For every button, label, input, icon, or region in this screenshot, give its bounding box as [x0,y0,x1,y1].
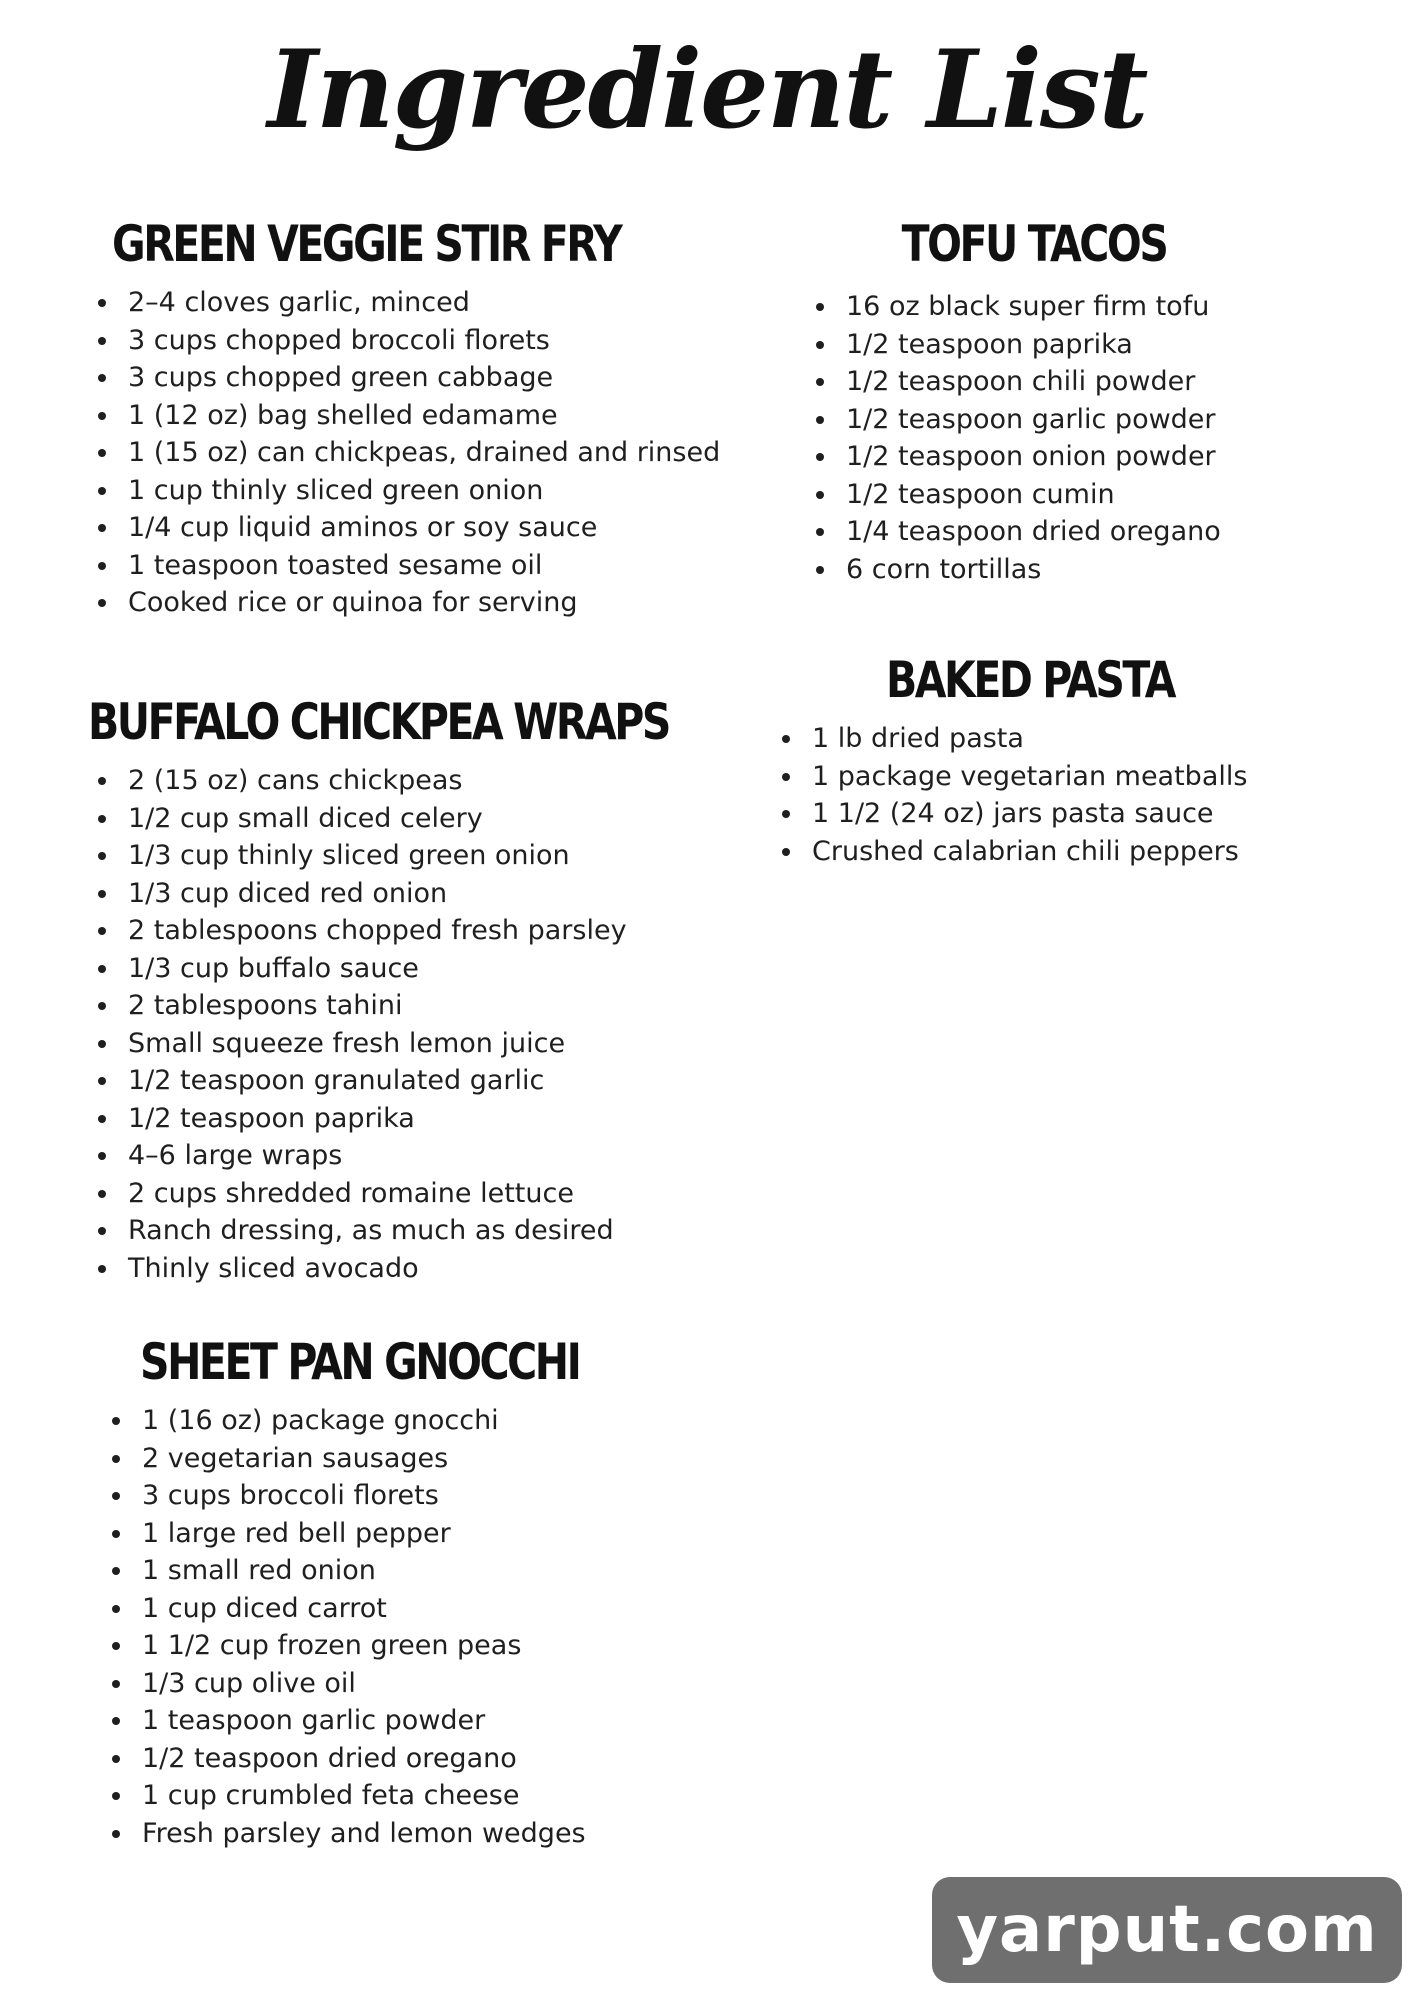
list-item: 1 1/2 cup frozen green peas [110,1627,710,1665]
list-item: 1/2 teaspoon paprika [814,326,1374,364]
list-item: 16 oz black super firm tofu [814,288,1374,326]
list-item: 4–6 large wraps [96,1137,716,1175]
list-item: 1/2 teaspoon onion powder [814,438,1374,476]
watermark: yarput.com [932,1877,1402,1983]
list-item: 2–4 cloves garlic, minced [96,284,716,322]
list-item: 2 tablespoons tahini [96,987,716,1025]
section-heading: BAKED PASTA [885,651,1175,709]
list-item: 1 1/2 (24 oz) jars pasta sauce [780,795,1340,833]
list-item: 1 (15 oz) can chickpeas, drained and rinsed [96,434,716,472]
list-item: 1/4 cup liquid aminos or soy sauce [96,509,716,547]
list-item: 1/3 cup olive oil [110,1665,710,1703]
list-item: 1/2 teaspoon dried oregano [110,1740,710,1778]
section-heading: SHEET PAN GNOCCHI [140,1333,580,1391]
ingredient-list [110,1402,710,1852]
list-item: 1/2 teaspoon paprika [96,1100,716,1138]
section-heading: GREEN VEGGIE STIR FRY [112,215,621,273]
list-item: 3 cups broccoli florets [110,1477,710,1515]
ingredient-list [780,720,1340,870]
section-tofu-tacos [814,212,1374,588]
list-item: 2 (15 oz) cans chickpeas [96,762,716,800]
list-item: 1 teaspoon toasted sesame oil [96,547,716,585]
list-item: 1/2 cup small diced celery [96,800,716,838]
list-item: 1/2 teaspoon garlic powder [814,401,1374,439]
list-item: 1 lb dried pasta [780,720,1340,758]
page-title: Ingredient List [267,27,1147,153]
list-item: 2 vegetarian sausages [110,1440,710,1478]
section-heading: BUFFALO CHICKPEA WRAPS [88,693,669,751]
list-item: 1 large red bell pepper [110,1515,710,1553]
section-baked-pasta [780,648,1340,870]
ingredient-list [814,288,1374,588]
list-item: 2 cups shredded romaine lettuce [96,1175,716,1213]
list-item: 3 cups chopped broccoli florets [96,322,716,360]
list-item: Cooked rice or quinoa for serving [96,584,716,622]
list-item: Small squeeze fresh lemon juice [96,1025,716,1063]
list-item: 1 teaspoon garlic powder [110,1702,710,1740]
list-item: 1 (16 oz) package gnocchi [110,1402,710,1440]
list-item: 1 cup diced carrot [110,1590,710,1628]
list-item: Thinly sliced avocado [96,1250,716,1288]
list-item: 1/4 teaspoon dried oregano [814,513,1374,551]
ingredient-list [96,284,721,622]
list-item: Fresh parsley and lemon wedges [110,1815,710,1853]
section-green-veggie-stir-fry [96,212,721,622]
list-item: 1 package vegetarian meatballs [780,758,1340,796]
list-item: Ranch dressing, as much as desired [96,1212,716,1250]
section-sheet-pan-gnocchi [110,1330,710,1852]
list-item: 1/2 teaspoon granulated garlic [96,1062,716,1100]
list-item: 1/3 cup buffalo sauce [96,950,716,988]
list-item: 1/3 cup diced red onion [96,875,716,913]
list-item: 1/2 teaspoon chili powder [814,363,1374,401]
list-item: 1 cup crumbled feta cheese [110,1777,710,1815]
list-item: 6 corn tortillas [814,551,1374,589]
list-item: 1/2 teaspoon cumin [814,476,1374,514]
ingredient-list [96,762,716,1287]
section-heading: TOFU TACOS [901,215,1167,273]
list-item: 1 cup thinly sliced green onion [96,472,716,510]
list-item: 1 small red onion [110,1552,710,1590]
list-item: 3 cups chopped green cabbage [96,359,716,397]
list-item: 1/3 cup thinly sliced green onion [96,837,716,875]
list-item: Crushed calabrian chili peppers [780,833,1340,871]
section-buffalo-chickpea-wraps [88,690,716,1287]
list-item: 1 (12 oz) bag shelled edamame [96,397,716,435]
list-item: 2 tablespoons chopped fresh parsley [96,912,716,950]
